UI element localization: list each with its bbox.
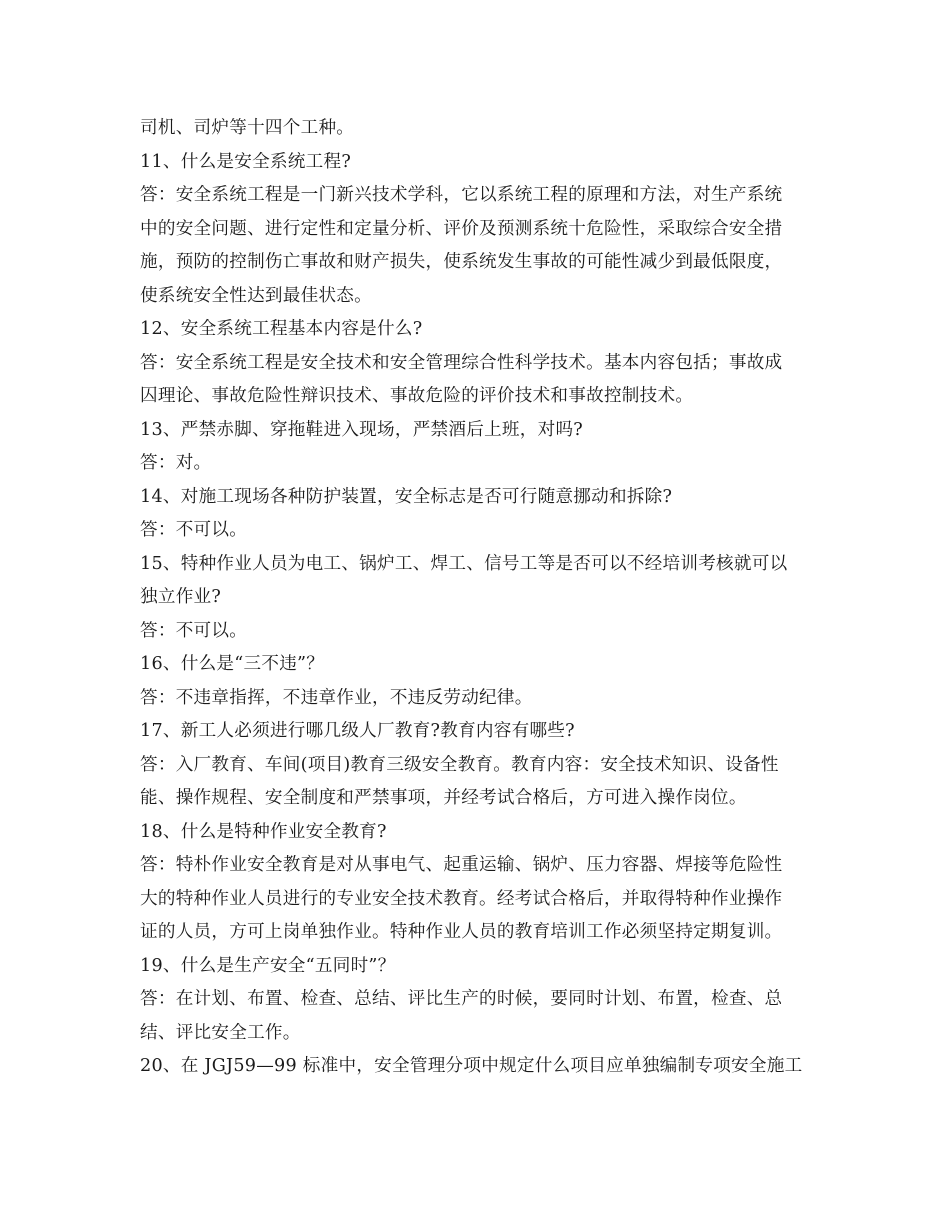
question-15-line-1: 15、特种作业人员为电工、锅炉工、焊工、信号工等是否可以不经培训考核就可以 [140, 553, 788, 574]
answer-17-line-2: 能、操作规程、安全制度和严禁事项，并经考试合格后，方可进入操作岗位。 [140, 788, 747, 808]
answer-19-line-1: 答：在计划、布置、检查、总结、评比生产的时候，要同时计划、布置，检查、总 [140, 989, 783, 1009]
question-14: 14、对施工现场各种防护装置，安全标志是否可行随意挪动和拆除? [140, 486, 673, 507]
answer-11-line-2: 中的安全问题、进行定性和定量分析、评价及预测系统十危险性，采取综合安全措 [140, 218, 783, 239]
question-20: 20、在 JGJ59—99 标准中，安全管理分项中规定什么项目应单独编制专项安全施工 [140, 1056, 803, 1076]
answer-11-line-1: 答：安全系统工程是一门新兴技术学科，它以系统工程的原理和方法，对生产系统 [140, 185, 783, 205]
question-13: 13、严禁赤脚、穿拖鞋进入现场，严禁酒后上班，对吗? [140, 419, 583, 440]
answer-18-line-3: 证的人员，方可上岗单独作业。特种作业人员的教育培训工作必须坚持定期复训。 [140, 922, 783, 942]
question-11: 11、什么是安全系统工程? [140, 151, 352, 172]
text-line-1: 司机、司炉等十四个工种。 [140, 118, 355, 138]
question-19: 19、什么是生产安全“五同时”？ [140, 955, 396, 976]
question-17: 17、新工人必须进行哪几级人厂教育?教育内容有哪些? [140, 721, 575, 741]
answer-11-line-4: 使系统安全性达到最佳状态。 [140, 285, 372, 306]
question-15-line-2: 独立作业? [140, 587, 222, 607]
answer-13: 答：对。 [140, 453, 212, 473]
document-body [140, 112, 820, 1084]
answer-16: 答：不违章指挥，不违章作业，不违反劳动纪律。 [140, 687, 533, 708]
answer-11-line-3: 施，预防的控制伤亡事故和财产损失，使系统发生事故的可能性减少到最低限度， [140, 252, 783, 272]
question-12: 12、安全系统工程基本内容是什么? [140, 319, 423, 339]
answer-19-line-2: 结、评比安全工作。 [140, 1022, 301, 1043]
answer-18-line-1: 答：特朴作业安全教育是对从事电气、起重运输、锅炉、压力容器、焊接等危险性 [140, 855, 783, 875]
answer-14: 答：不可以。 [140, 520, 248, 540]
answer-17-line-1: 答：入厂教育、车间(项目)教育三级安全教育。教育内容：安全技术知识、设备性 [140, 754, 779, 775]
answer-18-line-2: 大的特种作业人员进行的专业安全技术教育。经考试合格后，并取得特种作业操作 [140, 888, 783, 909]
answer-12-line-1: 答：安全系统工程是安全技术和安全管理综合性科学技术。基本内容包括；事故成 [140, 352, 783, 373]
question-18: 18、什么是特种作业安全教育? [140, 821, 387, 842]
answer-12-line-2: 囚理论、事故危险性辩识技术、事故危险的评价技术和事故控制技术。 [140, 386, 694, 406]
question-16: 16、什么是“三不违”？ [140, 654, 325, 674]
answer-15: 答：不可以。 [140, 620, 248, 641]
